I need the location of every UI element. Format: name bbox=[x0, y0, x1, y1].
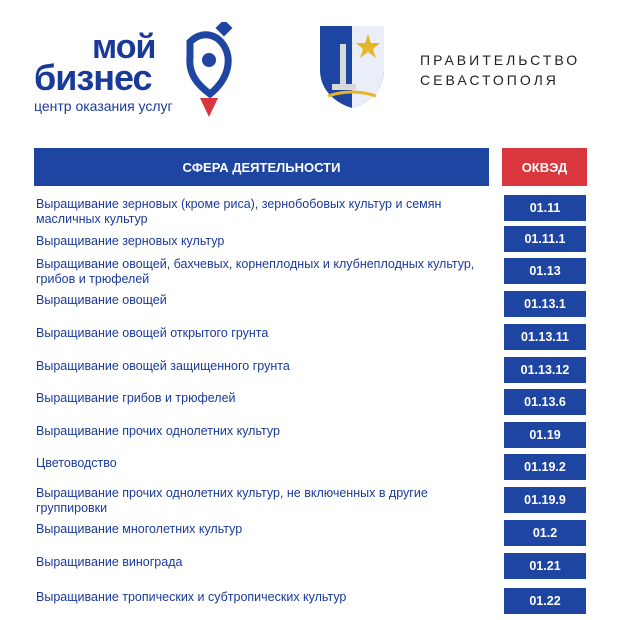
activity-cell: Выращивание овощей защищенного грунта bbox=[36, 359, 290, 373]
logo-subtitle: центр оказания услуг bbox=[34, 98, 173, 114]
code-badge: 01.2 bbox=[504, 520, 586, 546]
code-badge: 01.19.2 bbox=[504, 454, 586, 480]
activity-cell: Выращивание овощей bbox=[36, 293, 167, 307]
code-badge: 01.19.9 bbox=[504, 487, 586, 513]
activity-cell: Выращивание зерновых (кроме риса), зернобобовых культур и семян масличных культур bbox=[36, 197, 442, 226]
activity-cell: Выращивание винограда bbox=[36, 555, 183, 569]
code-badge: 01.19 bbox=[504, 422, 586, 448]
column-header-activity: СФЕРА ДЕЯТЕЛЬНОСТИ bbox=[34, 148, 489, 186]
activity-cell: Выращивание прочих однолетних культур, не включенных в другие группировки bbox=[36, 486, 428, 515]
logo-word-moi: мой bbox=[92, 28, 156, 66]
government-title-line2: СЕВАСТОПОЛЯ bbox=[420, 72, 559, 88]
logo-word-biznes: бизнес bbox=[34, 57, 152, 98]
code-badge: 01.13.6 bbox=[504, 389, 586, 415]
code-badge: 01.13 bbox=[504, 258, 586, 284]
government-title bbox=[420, 50, 580, 90]
activity-cell: Выращивание овощей, бахчевых, корнеплодных и клубнеплодных культур, грибов и трюфелей bbox=[36, 257, 475, 286]
header bbox=[0, 0, 620, 140]
activity-cell: Выращивание прочих однолетних культур bbox=[36, 424, 280, 438]
code-badge: 01.22 bbox=[504, 588, 586, 614]
code-badge: 01.11 bbox=[504, 195, 586, 221]
code-badge: 01.11.1 bbox=[504, 226, 586, 252]
column-header-code: ОКВЭД bbox=[502, 148, 587, 186]
activity-cell: Выращивание многолетних культур bbox=[36, 522, 243, 536]
activity-cell: Выращивание зерновых культур bbox=[36, 234, 225, 248]
activity-cell: Выращивание тропических и субтропических культур bbox=[36, 590, 347, 604]
activity-cell: Выращивание грибов и трюфелей bbox=[36, 391, 236, 405]
rocket-logo-icon bbox=[180, 22, 240, 117]
activity-cell: Выращивание овощей открытого грунта bbox=[36, 326, 269, 340]
code-badge: 01.13.12 bbox=[504, 357, 586, 383]
code-badge: 01.13.1 bbox=[504, 291, 586, 317]
code-badge: 01.13.11 bbox=[504, 324, 586, 350]
activity-cell: Цветоводство bbox=[36, 456, 117, 470]
sevastopol-crest-icon bbox=[314, 22, 390, 108]
code-badge: 01.21 bbox=[504, 553, 586, 579]
government-title-line1: ПРАВИТЕЛЬСТВО bbox=[420, 52, 581, 68]
